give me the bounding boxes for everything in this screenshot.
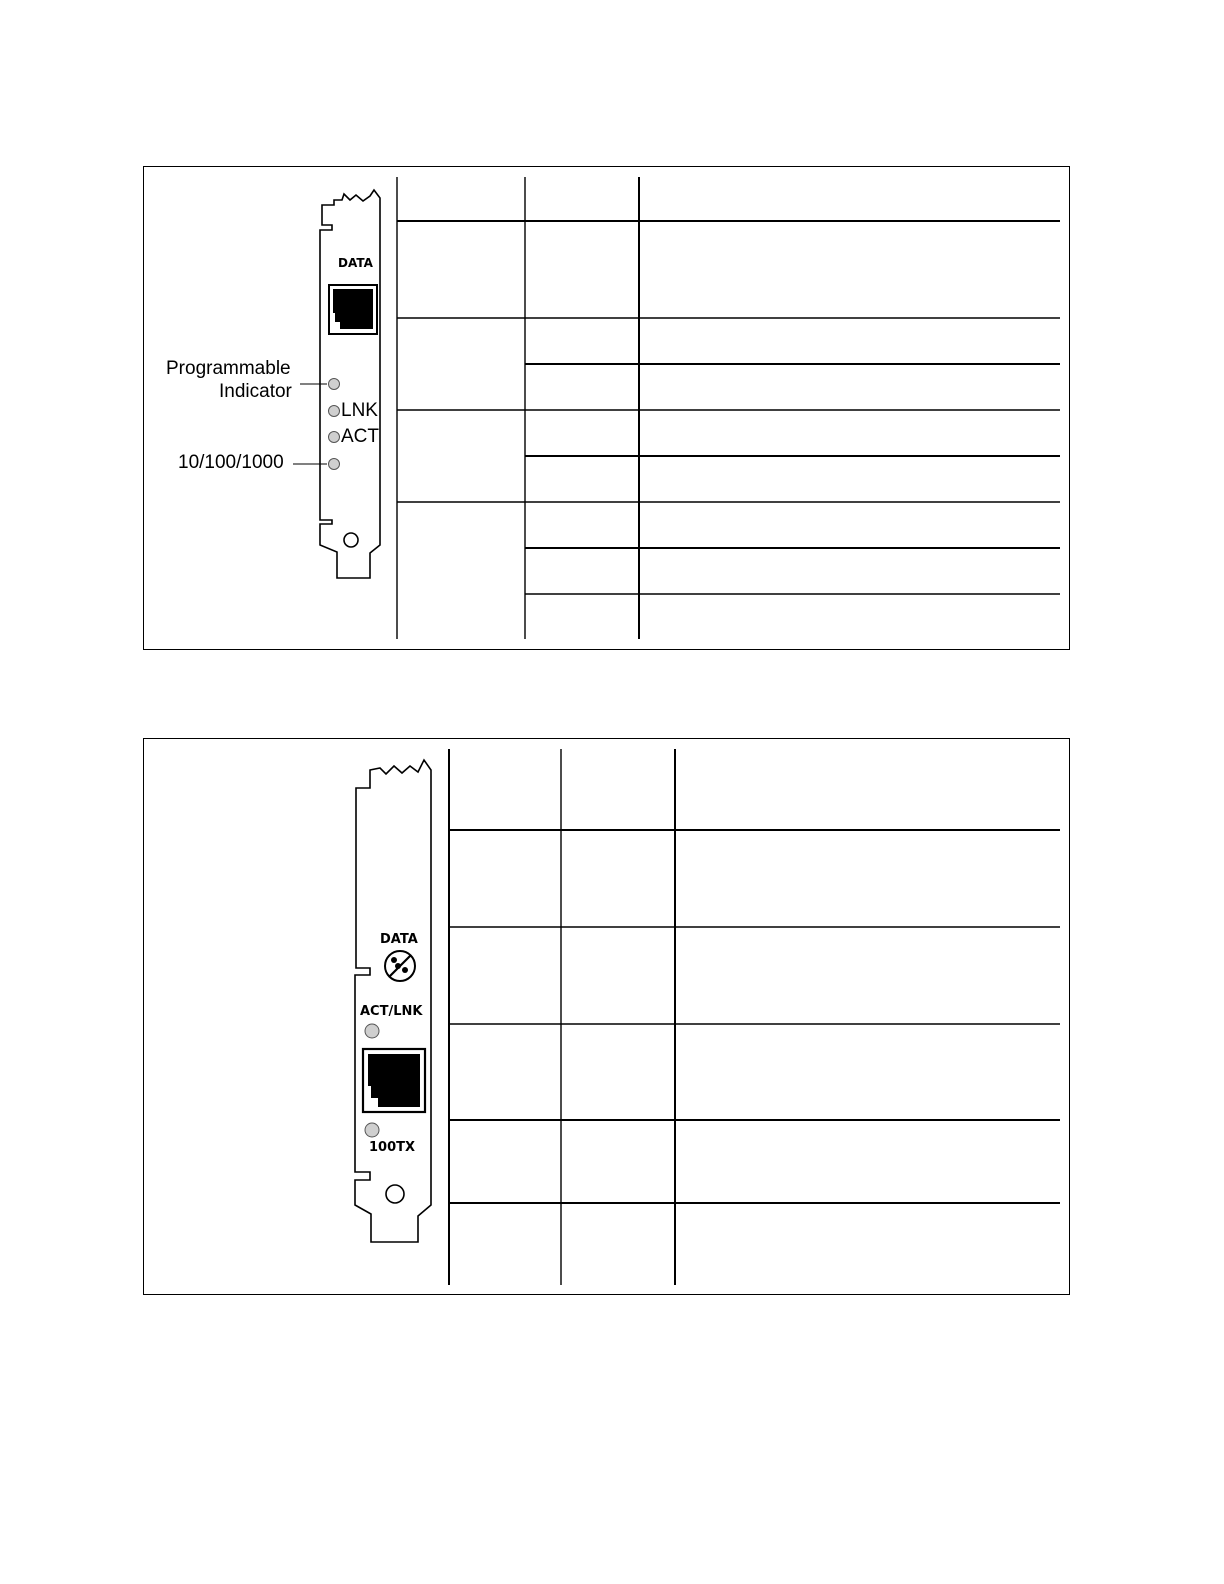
data-port-label-1: DATA xyxy=(338,256,373,270)
rj45-jack-1 xyxy=(329,285,377,334)
figure-fast-ethernet-adapter-leds xyxy=(143,738,1070,1295)
data-label-2: DATA xyxy=(380,932,418,947)
act-label: ACT xyxy=(341,426,379,447)
mount-hole-1 xyxy=(344,533,358,547)
table-grid-1 xyxy=(397,177,1060,639)
act-lnk-label: ACT/LNK xyxy=(360,1004,423,1019)
act-led xyxy=(329,432,340,443)
tx-label: 100TX xyxy=(369,1140,416,1155)
programmable-label-line1: Programmable xyxy=(166,358,291,379)
programmable-led xyxy=(329,379,340,390)
speed-label: 10/100/1000 xyxy=(178,452,284,473)
speed-led xyxy=(329,459,340,470)
lnk-led xyxy=(329,406,340,417)
lnk-label: LNK xyxy=(341,400,378,421)
programmable-label-line2: Indicator xyxy=(219,381,292,402)
